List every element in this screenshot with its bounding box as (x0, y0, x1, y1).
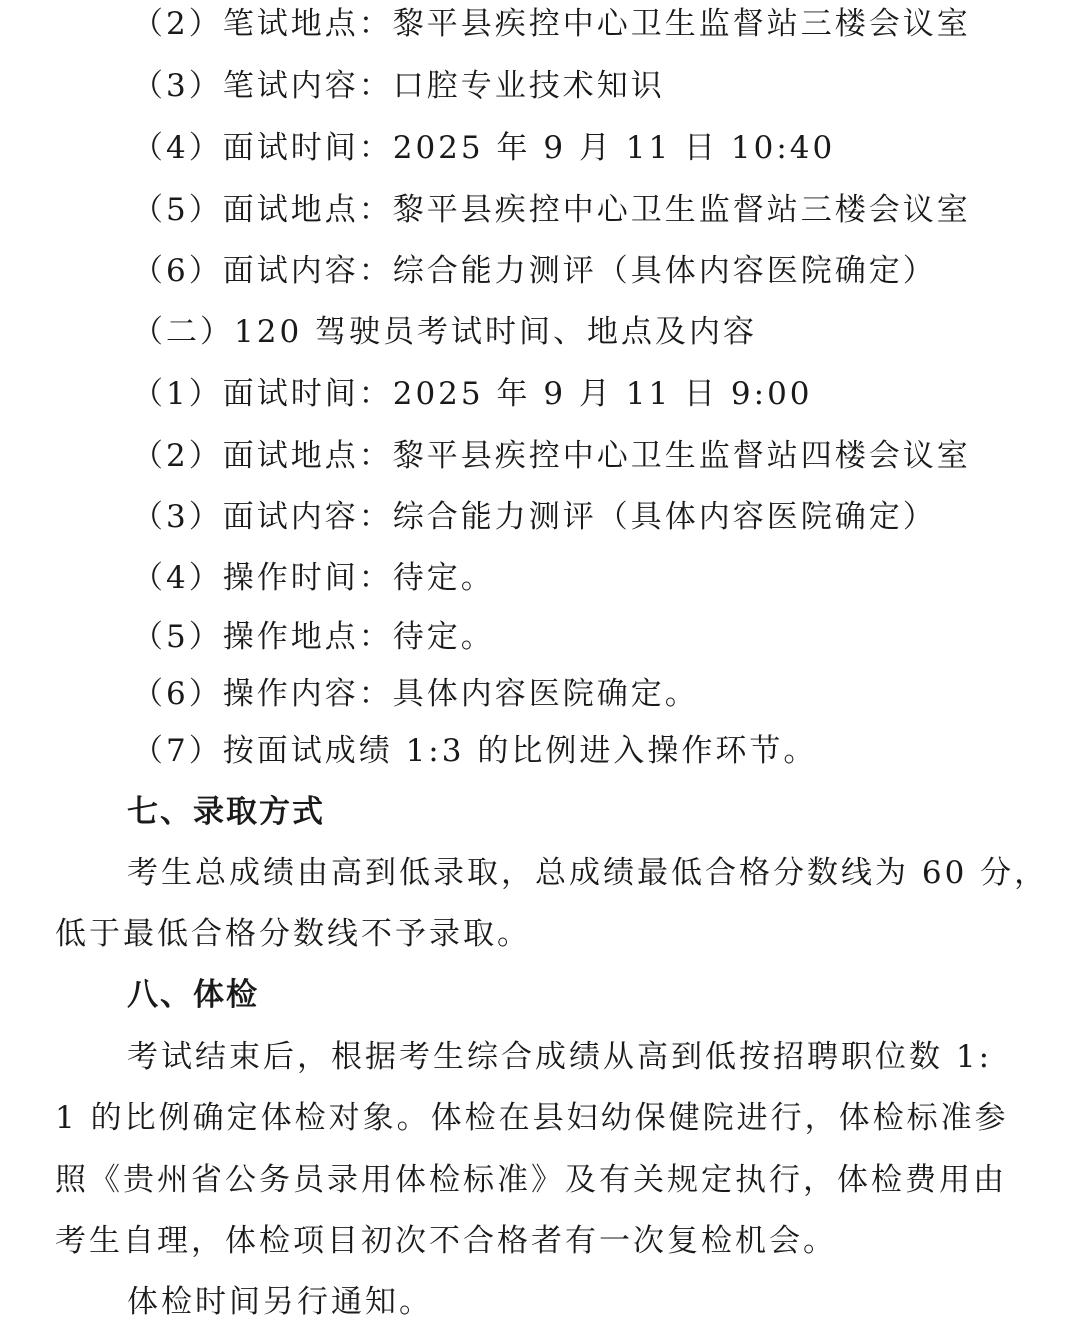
exam-line: （4）操作时间：待定。 (132, 560, 495, 596)
exam-line: （6）操作内容：具体内容医院确定。 (132, 676, 699, 712)
exam-line: （1）面试时间：2025 年 9 月 11 日 9:00 (132, 376, 813, 412)
exam-line: （4）面试时间：2025 年 9 月 11 日 10:40 (132, 130, 836, 166)
exam-line: （7）按面试成绩 1:3 的比例进入操作环节。 (132, 733, 818, 769)
exam-line: （3）面试内容：综合能力测评（具体内容医院确定） (132, 499, 937, 535)
exam-line: （3）笔试内容：口腔专业技术知识 (132, 68, 665, 104)
paragraph-line: 考生总成绩由高到低录取，总成绩最低合格分数线为 60 分， (127, 855, 1049, 891)
exam-line: （6）面试内容：综合能力测评（具体内容医院确定） (132, 253, 937, 289)
exam-line: （2）面试地点：黎平县疾控中心卫生监督站四楼会议室 (132, 438, 971, 474)
subsection-heading: （二）120 驾驶员考试时间、地点及内容 (132, 314, 758, 350)
exam-line: （5）操作地点：待定。 (132, 619, 495, 655)
paragraph-line: 考试结束后，根据考生综合成绩从高到低按招聘职位数 1: (127, 1039, 993, 1075)
paragraph-line: 照《贵州省公务员录用体检标准》及有关规定执行，体检费用由 (55, 1162, 1007, 1198)
exam-line: （2）笔试地点：黎平县疾控中心卫生监督站三楼会议室 (132, 6, 971, 42)
paragraph-line: 体检时间另行通知。 (127, 1284, 433, 1320)
exam-line: （5）面试地点：黎平县疾控中心卫生监督站三楼会议室 (132, 192, 971, 228)
paragraph-line: 考生自理，体检项目初次不合格者有一次复检机会。 (55, 1223, 837, 1259)
section-heading-physical-exam: 八、体检 (127, 977, 259, 1013)
section-heading-admission: 七、录取方式 (127, 794, 325, 830)
paragraph-line: 低于最低合格分数线不予录取。 (55, 916, 531, 952)
paragraph-line: 1 的比例确定体检对象。体检在县妇幼保健院进行，体检标准参 (55, 1100, 1009, 1136)
